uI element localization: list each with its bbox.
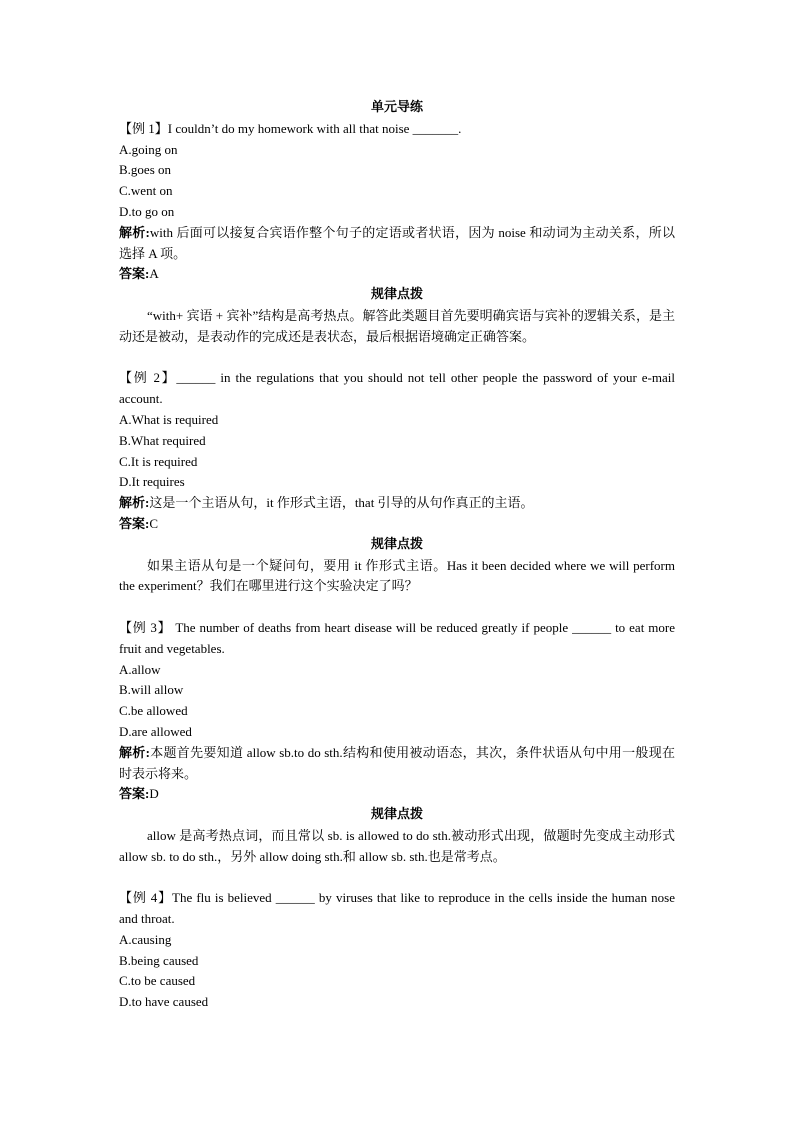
answer-value: C [149,515,159,531]
analysis-label: 解析: [119,744,150,760]
rule-title-1: 规律点拨 [370,287,423,303]
option-2a: A.What is required [119,411,219,427]
option-3a: A.allow [119,661,161,677]
rule-text-3: allow 是高考热点词，而且常以 sb. is allowed to do sth.被动形式出现，做题时先变成主动形式 allow sb. to do sth.，另外 allow doing sth.和 allow sb. sth.也是常考点。 [119,827,675,864]
spacer [119,867,675,888]
rule-text-1: “with+ 宾语 + 宾补”结构是高考热点。解答此类题目首先要明确宾语与宾补的逻辑关系，是主动还是被动，是表动作的完成还是表状态，最后根据语境确定正确答案。 [119,307,675,344]
analysis-2 [119,493,675,514]
spacer [119,348,675,369]
option-1b: B.goes on [119,162,171,178]
question-3: 【例 3】 The number of deaths from heart disease will be reduced greatly if people ______ to eat more fruit and vegetables. [119,619,675,656]
option-4a: A.causing [119,931,172,947]
option-3d: D.are allowed [119,723,192,739]
option-4d: D.to have caused [119,994,209,1010]
analysis-label: 解析: [119,495,150,511]
question-4: 【例 4】The flu is believed ______ by viruses that like to reproduce in the cells inside the human nose and throat. [119,890,675,927]
option-4c: C.to be caused [119,973,196,989]
answer-3 [119,784,675,805]
option-4b: B.being caused [119,952,199,968]
question-2: 【例 2】______ in the regulations that you should not tell other people the password of your e-mail account. [119,370,675,407]
option-1d: D.to go on [119,203,175,219]
answer-2 [119,514,675,535]
option-2c: C.It is required [119,453,198,469]
rule-title-2: 规律点拨 [370,536,423,552]
rule-title-3: 规律点拨 [370,807,423,823]
answer-1 [119,264,675,285]
analysis-1 [119,223,675,265]
answer-label: 答案: [119,786,150,802]
document-page [119,98,675,1013]
option-2d: D.It requires [119,474,185,490]
answer-label: 答案: [119,266,150,282]
option-1c: C.went on [119,183,173,199]
question-1: 【例 1】I couldn’t do my homework with all that noise _______. [119,120,462,136]
rule-text-2: 如果主语从句是一个疑问句，要用 it 作形式主语。Has it been decided where we will perform the experiment？我们在哪里进行这个实验决定了吗？ [119,557,675,594]
analysis-text: 本题首先要知道 allow sb.to do sth.结构和使用被动语态，其次，条件状语从句中用一般现在时表示将来。 [119,744,675,781]
analysis-3 [119,743,675,785]
spacer [119,597,675,618]
option-1a: A.going on [119,141,178,157]
analysis-text: 这是一个主语从句，it 作形式主语，that 引导的从句作真正的主语。 [149,495,534,511]
answer-label: 答案: [119,515,150,531]
answer-value: A [149,266,159,282]
analysis-label: 解析: [119,224,150,240]
section-title: 单元导练 [370,100,423,115]
option-3b: B.will allow [119,682,184,698]
answer-value: D [149,786,159,802]
option-3c: C.be allowed [119,703,188,719]
analysis-text: with 后面可以接复合宾语作整个句子的定语或者状语，因为 noise 和动词为主动关系，所以选择 A 项。 [119,224,675,261]
option-2b: B.What required [119,432,206,448]
